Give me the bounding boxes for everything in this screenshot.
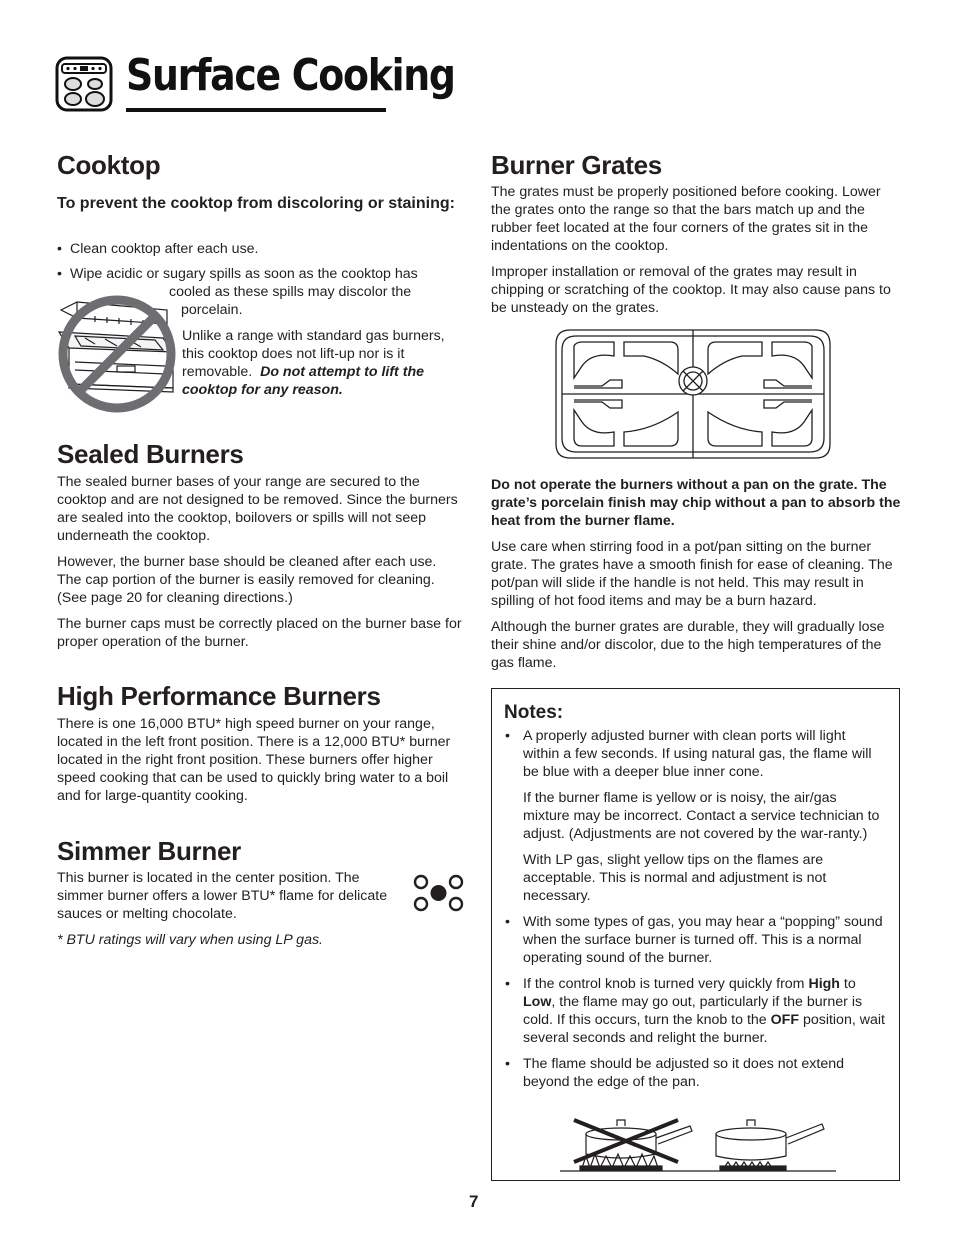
- note-text: A properly adjusted burner with clean ports will light within a few seconds. If using natural gas, the flame will be blue with a deeper blue inner cone.: [523, 728, 872, 780]
- note-emphasis: Low: [523, 994, 552, 1010]
- note-text: If the burner flame is yellow or is noisy, the air/gas mixture may be incorrect. Contact a service technician to adjust. (Adjustments are not covered by the war-ranty.): [523, 790, 880, 842]
- paragraph: The burner caps must be correctly placed on the burner base for proper operation of the burner.: [57, 616, 462, 650]
- list-item: [505, 975, 885, 1047]
- pan-flame-illustration: [560, 1112, 836, 1174]
- sealed-burners-heading: Sealed Burners: [57, 439, 244, 469]
- paragraph: The grates must be properly positioned before cooking. Lower the grates onto the range so that the bars match up and the rubber feet located at the four corners of the grates sit in the indentations on the cooktop.: [491, 184, 881, 254]
- title-underline: [126, 108, 386, 112]
- high-performance-body: [57, 715, 463, 813]
- bullet-text-line: porcelain.: [181, 302, 243, 318]
- burner-layout-icon: [412, 872, 466, 914]
- note-fragment: , the flame may go out, particularly if the burner is cold. If this occurs, turn the knob to the: [523, 994, 863, 1028]
- paragraph: This burner is located in the center position. The simmer burner offers a lower BTU* flame for delicate sauces or melting chocolate.: [57, 870, 388, 922]
- bullet-text: Clean cooktop after each use.: [70, 241, 259, 257]
- simmer-body: [57, 869, 407, 957]
- burner-grates-illustration: [552, 326, 834, 462]
- note-text: With LP gas, slight yellow tips on the flames are acceptable. This is normal and adjustment is not necessary.: [523, 852, 827, 904]
- sealed-burners-body: [57, 473, 463, 659]
- notes-title: Notes:: [504, 702, 564, 723]
- paragraph: The sealed burner bases of your range are secured to the cooktop and are not designed to be removed. Since the burners are sealed into the cooktop, boilovers or spills will not seep underneath the cooktop.: [57, 474, 458, 544]
- paragraph: Although the burner grates are durable, they will gradually lose their shine and/or discolor, due to the high temperatures of the gas flame.: [491, 619, 885, 671]
- burner-grates-body-bottom: [491, 476, 901, 680]
- lift-warning: Do not attempt to lift the cooktop for any reason.: [182, 364, 424, 398]
- note-fragment: If the control knob is turned very quickly from: [523, 976, 809, 992]
- page-title: Surface Cooking: [126, 50, 455, 101]
- bullet-text-line: cooled as these spills may discolor the: [169, 284, 412, 300]
- lift-text: Unlike a range with standard gas burners, this cooktop does not lift-up nor is it removable.: [182, 328, 445, 380]
- paragraph: However, the burner base should be cleaned after each use. The cap portion of the burner is easily removed for cleaning. (See page 20 for cleaning directions.): [57, 554, 437, 606]
- simmer-heading: Simmer Burner: [57, 836, 241, 866]
- paragraph: Use care when stirring food in a pot/pan sitting on the burner grate. The grates have a smooth finish for ease of cleaning. The pot/pan will slide if the handle is not held. This may result in spilling of hot food items and may be a burn hazard.: [491, 539, 893, 609]
- cooktop-heading: Cooktop: [57, 150, 161, 180]
- list-item: [505, 727, 885, 905]
- note-emphasis: OFF: [770, 1012, 799, 1028]
- paragraph: There is one 16,000 BTU* high speed burner on your range, located in the left front position. There is a 12,000 BTU* burner located in the right front position. These burners offer higher speed cooking that can be used to quickly bring water to a boil and for large-quantity cooking.: [57, 716, 451, 804]
- bullet-text: Wipe acidic or sugary spills as soon as the cooktop has: [70, 266, 418, 282]
- note-text: [523, 975, 885, 1047]
- cooktop-subheading: To prevent the cooktop from discoloring or staining:: [57, 195, 455, 212]
- list-item: [505, 913, 885, 967]
- cooktop-icon: [55, 56, 113, 112]
- bullet: •: [505, 1056, 510, 1072]
- grates-warning: Do not operate the burners without a pan on the grate. The grate’s porcelain finish may chip without a pan to absorb the heat from the burner flame.: [491, 477, 901, 529]
- note-fragment: position, wait several seconds and relight the burner.: [523, 1012, 885, 1046]
- note-emphasis: High: [808, 976, 840, 992]
- page-number: 7: [469, 1192, 479, 1211]
- no-lift-cooktop-icon: [55, 292, 179, 416]
- bullet: •: [505, 976, 510, 992]
- list-item: [505, 1055, 885, 1091]
- notes-list: [505, 727, 885, 1099]
- burner-grates-body-top: [491, 183, 901, 325]
- bullet: •: [505, 728, 510, 744]
- high-performance-heading: High Performance Burners: [57, 681, 381, 711]
- paragraph: Improper installation or removal of the grates may result in chipping or scratching of the cooktop. It may also cause pans to be unsteady on the grates.: [491, 264, 891, 316]
- bullet: •: [505, 914, 510, 930]
- burner-grates-heading: Burner Grates: [491, 150, 662, 180]
- note-fragment: to: [839, 976, 856, 992]
- lift-paragraph: [182, 327, 462, 399]
- note-text: The flame should be adjusted so it does not extend beyond the edge of the pan.: [523, 1056, 845, 1090]
- footnote: * BTU ratings will vary when using LP gas.: [57, 932, 323, 948]
- note-text: With some types of gas, you may hear a “popping” sound when the surface burner is turned off. This is a normal operating sound of the burner.: [523, 914, 883, 966]
